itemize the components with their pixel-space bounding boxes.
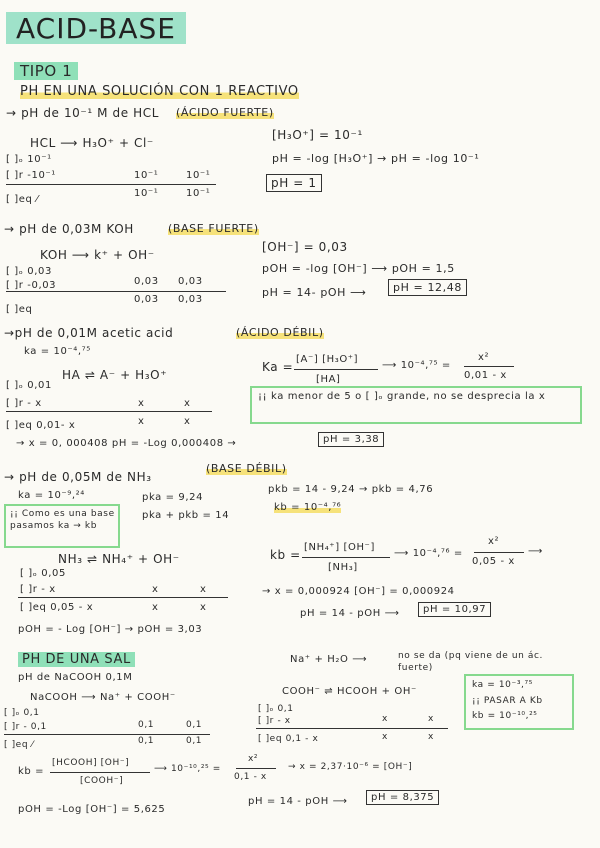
s5-r2-eq-p2: x [428,732,434,742]
s3-heading: →pH de 0,01M acetic acid [4,326,174,340]
s4-poh: pOH = - Log [OH⁻] → pOH = 3,03 [18,624,203,635]
s5-reaction2: COOH⁻ ⇌ HCOOH + OH⁻ [282,686,417,697]
s1-tag: (ÁCIDO FUERTE) [176,106,274,119]
s3-row-eq-p1: x [138,416,145,427]
s3-row-r-p2: x [184,398,191,409]
s3-frac-bar [464,366,514,367]
s5-kb-frac-bar [236,768,276,769]
s3-eq-mid: ⟶ 10⁻⁴,⁷⁵ = [382,360,451,371]
s4-pkb2: kb = 10⁻⁴,⁷⁶ [274,502,342,513]
s5-box-note: ¡¡ PASAR A Kb [472,696,543,706]
s5-heading: PH DE UNA SAL [18,652,135,667]
s4-eq-bar [302,557,390,558]
s5-kb-num: [HCOOH] [OH⁻] [52,758,130,768]
s4-row-eq: [ ]eq 0,05 - x [20,602,94,613]
s3-note: ¡¡ ka menor de 5 o [ ]ₒ grande, no se desprecia la x [258,391,546,402]
s5-sub: pH de NaCOOH 0,1M [18,672,133,683]
s3-row-o: [ ]ₒ 0,01 [6,380,52,391]
s4-x: → x = 0,000924 [OH⁻] = 0,000924 [262,586,455,597]
s5-kb-bar [50,772,150,773]
s4-table-line [18,597,228,598]
s4-eq-lhs: kb = [270,548,301,562]
s5-na-reaction: Na⁺ + H₂O ⟶ [290,654,368,665]
s1-reaction: HCL ⟶ H₃O⁺ + Cl⁻ [30,136,154,150]
s1-eq1: [H₃O⁺] = 10⁻¹ [272,128,363,142]
s5-result-box: pH = 8,375 [366,790,439,805]
s4-eq-num: [NH₄⁺] [OH⁻] [304,542,375,553]
s5-poh: pOH = -Log [OH⁻] = 5,625 [18,804,166,815]
s5-r2-r-p1: x [382,714,388,724]
s2-result-box: pH = 12,48 [388,279,467,296]
s5-r2-eq: [ ]eq 0,1 - x [258,734,319,744]
s2-eq2: pOH = -log [OH⁻] ⟶ pOH = 1,5 [262,262,455,275]
s5-kb-tail: → x = 2,37·10⁻⁶ = [OH⁻] [288,762,413,772]
s5-r2-eq-p1: x [382,732,388,742]
s3-solve: → x = 0, 000408 pH = -Log 0,000408 → [16,438,237,449]
s5-row-eq-p1: 0,1 [138,736,155,746]
s4-result-box: pH = 10,97 [418,602,491,617]
s4-row-r-p2: x [200,584,207,595]
s4-ph: pH = 14 - pOH ⟶ [300,608,400,619]
s5-kb-lhs: kb = [18,766,45,777]
s3-ka: ka = 10⁻⁴,⁷⁵ [24,346,91,357]
s2-table-line [6,291,226,292]
s2-heading: → pH de 0,03M KOH [4,222,134,236]
s4-eq-den: [NH₃] [328,562,358,573]
page-title: ACID-BASE [6,12,186,44]
s4-row-r: [ ]r - x [20,584,56,595]
s2-row-r-p2: 0,03 [178,276,203,287]
s3-tag: (ÁCIDO DÉBIL) [236,326,324,339]
s4-eq-fden: 0,05 - x [472,556,515,567]
s3-eq-fnum: x² [478,352,490,363]
s5-r2-r-p2: x [428,714,434,724]
s4-note: ¡¡ Como es una base pasamos ka → kb [10,509,115,531]
s3-table-line [6,411,212,412]
s3-row-eq: [ ]eq 0,01- x [6,420,76,431]
s3-eq-den: [HA] [316,374,341,385]
s4-reaction: NH₃ ⇌ NH₄⁺ + OH⁻ [58,552,180,566]
s1-eq2: pH = -log [H₃O⁺] → pH = -log 10⁻¹ [272,152,480,165]
s5-kb-fden: 0,1 - x [234,772,267,782]
s4-pkb1: pkb = 14 - 9,24 → pkb = 4,76 [268,484,434,495]
s4-note-box [4,504,120,548]
s2-row-r-p1: 0,03 [134,276,159,287]
s1-row-r-p1: 10⁻¹ [134,170,159,181]
s4-row-eq-p2: x [200,602,207,613]
s2-tag: (BASE FUERTE) [168,222,259,235]
tipo-heading: TIPO 1 [14,62,78,80]
s4-eq-fnum: x² [488,536,500,547]
s3-reaction: HA ⇌ A⁻ + H₃O⁺ [62,368,168,382]
s4-heading: → pH de 0,05M de NH₃ [4,470,152,484]
s5-na-note: no se da (pq viene de un ác. fuerte) [398,651,544,673]
subtitle: PH EN UNA SOLUCIÓN CON 1 REACTIVO [20,84,299,99]
s1-row-o: [ ]ₒ 10⁻¹ [6,154,52,165]
s2-row-eq-p1: 0,03 [134,294,159,305]
s3-row-r: [ ]r - x [6,398,42,409]
s2-row-r: [ ]r -0,03 [6,280,57,291]
s5-kb-den: [COOH⁻] [80,776,124,786]
s3-row-r-p1: x [138,398,145,409]
s5-row-o: [ ]ₒ 0,1 [4,708,40,718]
s4-tag: (BASE DÉBIL) [206,462,287,475]
s1-row-r: [ ]r -10⁻¹ [6,170,56,181]
s4-frac-bar [474,552,524,553]
s3-note-box [250,386,582,424]
s2-reaction: KOH ⟶ k⁺ + OH⁻ [40,248,155,262]
s2-row-eq: [ ]eq [6,304,33,315]
s2-row-o: [ ]ₒ 0,03 [6,266,52,277]
s5-row-r-p2: 0,1 [186,720,203,730]
s1-table-line [6,184,216,185]
s5-ka-box [464,674,574,730]
s5-row-r: [ ]r - 0,1 [4,722,47,732]
s3-row-eq-p2: x [184,416,191,427]
s4-eq-tail: ⟶ [528,546,543,557]
s5-ph: pH = 14 - pOH ⟶ [248,796,348,807]
s1-row-r-p2: 10⁻¹ [186,170,211,181]
s2-row-eq-p2: 0,03 [178,294,203,305]
s5-box-kb: kb = 10⁻¹⁰,²⁵ [472,711,538,721]
s1-row-eq-p2: 10⁻¹ [186,188,211,199]
s4-row-r-p1: x [152,584,159,595]
s1-row-eq-p1: 10⁻¹ [134,188,159,199]
s5-r2-o: [ ]ₒ 0,1 [258,704,294,714]
s5-box-ka: ka = 10⁻³,⁷⁵ [472,680,533,690]
s5-r2-table-line [256,728,448,729]
s3-eq-lhs: Ka = [262,360,294,374]
s5-r2-r: [ ]r - x [258,716,291,726]
s5-kb-fnum: x² [248,754,259,764]
s4-eq-mid: ⟶ 10⁻⁴,⁷⁶ = [394,548,463,559]
s5-kb-mid: ⟶ 10⁻¹⁰,²⁵ = [154,764,221,774]
s5-table-line [4,734,210,735]
s3-eq-num: [A⁻] [H₃O⁺] [296,354,359,365]
s1-row-eq: [ ]eq ⁄ [6,194,39,205]
s3-result-box: pH = 3,38 [318,432,384,447]
s4-pka1: pka = 9,24 [142,492,204,503]
s4-row-eq-p1: x [152,602,159,613]
s5-row-r-p1: 0,1 [138,720,155,730]
s5-row-eq: [ ]eq ⁄ [4,740,34,750]
s1-heading: → pH de 10⁻¹ M de HCL [6,106,160,120]
s4-ka: ka = 10⁻⁹,²⁴ [18,490,85,501]
s5-row-eq-p2: 0,1 [186,736,203,746]
s3-eq-fden: 0,01 - x [464,370,507,381]
s4-row-o: [ ]ₒ 0,05 [20,568,66,579]
s1-result-box: pH = 1 [266,174,322,192]
s4-pka2: pka + pkb = 14 [142,510,230,521]
s5-reaction: NaCOOH ⟶ Na⁺ + COOH⁻ [30,692,176,703]
s3-eq-bar [294,369,378,370]
s2-eq1: [OH⁻] = 0,03 [262,240,348,254]
s2-eq3: pH = 14- pOH ⟶ [262,286,367,299]
